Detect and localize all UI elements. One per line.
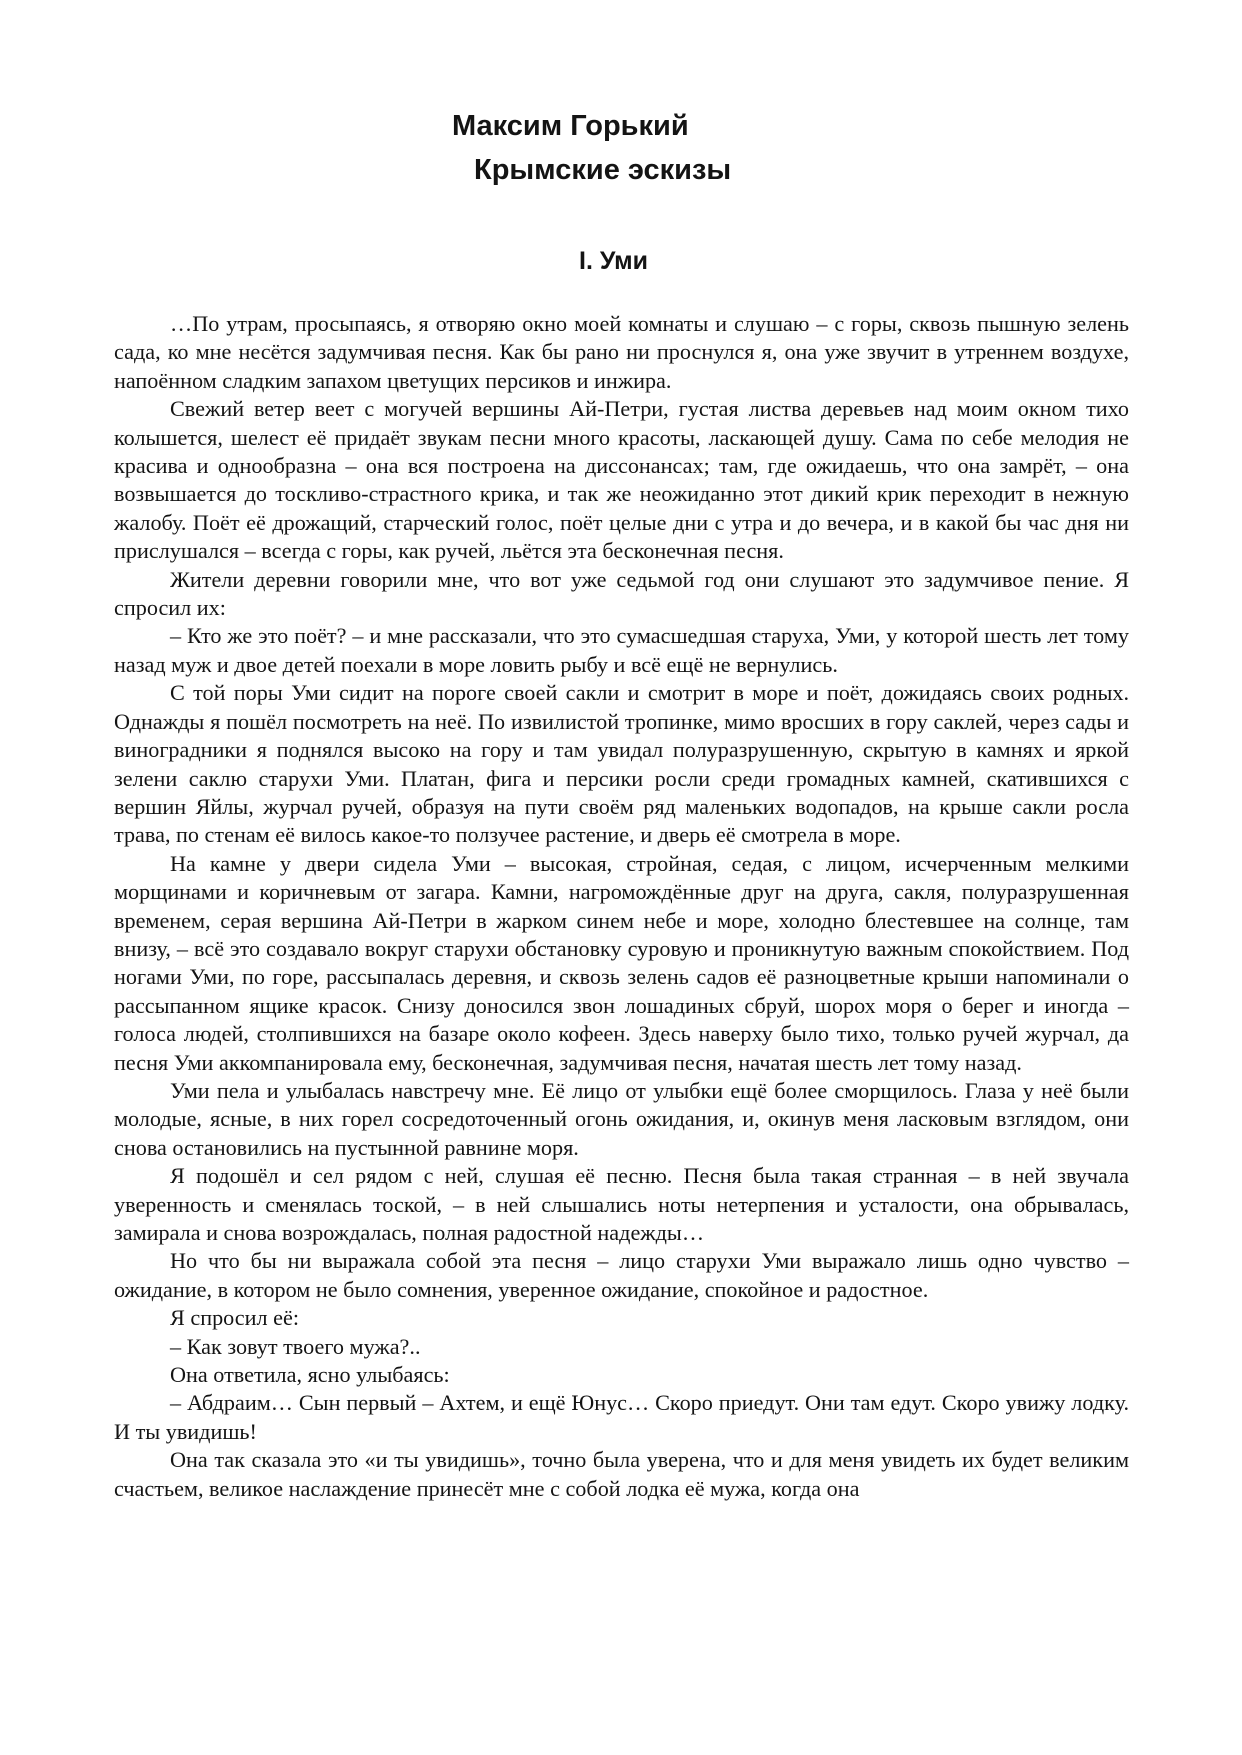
paragraph: С той поры Уми сидит на пороге своей сакли и смотрит в море и поёт, дожидаясь своих родных. Однажды я пошёл посмотреть на неё. По извилистой тропинке, мимо вросших в гору саклей, через сады и виноградники я поднялся высоко на гору и там увидал полуразрушенную, скрытую в камнях и яркой зелени саклю старухи Уми. Платан, фига и персики росли среди громадных камней, скатившихся с вершин Яйлы, журчал ручей, образуя на пути своём ряд маленьких водопадов, на крыше сакли росла трава, по стенам её вилось какое-то ползучее растение, и дверь её смотрела в море. — [114, 680, 1129, 848]
paragraph: – Как зовут твоего мужа?.. — [170, 1333, 421, 1359]
author-name: Максим Горький — [452, 110, 689, 142]
body-text — [114, 310, 1129, 1503]
paragraph: Она так сказала это «и ты увидишь», точно была уверена, что и для меня увидеть их будет великим счастьем, великое наслаждение принесёт мне с собой лодка её мужа, когда она — [114, 1447, 1129, 1501]
paragraph: Она ответила, ясно улыбаясь: — [170, 1362, 450, 1388]
paragraph: – Кто же это поёт? – и мне рассказали, что это сумасшедшая старуха, Уми, у которой шесть лет тому назад муж и двое детей поехали в море ловить рыбу и всё ещё не вернулись. — [114, 623, 1129, 677]
paragraph: На камне у двери сидела Уми – высокая, стройная, седая, с лицом, исчерченным мелкими морщинами и коричневым от загара. Камни, нагромождённые друг на друга, сакля, полуразрушенная временем, серая вершина Ай-Петри в жарком синем небе и море, холодно блестевшее на солнце, там внизу, – всё это создавало вокруг старухи обстановку суровую и проникнутую важным спокойствием. Под ногами Уми, по горе, рассыпалась деревня, и сквозь зелень садов её разноцветные крыши напоминали о рассыпанном ящике красок. Снизу доносился звон лошадиных сбруй, шорох моря о берег и иногда – голоса людей, столпившихся на базаре около кофеен. Здесь наверху было тихо, только ручей журчал, да песня Уми аккомпанировала ему, бесконечная, задумчивая песня, начатая шесть лет тому назад. — [114, 850, 1129, 1075]
paragraph: Свежий ветер веет с могучей вершины Ай-Петри, густая листва деревьев над моим окном тихо колышется, шелест её придаёт звукам песни много красоты, ласкающей душу. Сама по себе мелодия не красива и однообразна – она вся построена на диссонансах; там, где ожидаешь, что она замрёт, – она возвышается до тоскливо-страстного крика, и так же неожиданно этот дикий крик переходит в нежную жалобу. Поёт её дрожащий, старческий голос, поёт целые дни с утра и до вечера, и в какой бы час дня ни прислушался – всегда с горы, как ручей, льётся эта бесконечная песня. — [114, 396, 1129, 564]
paragraph: Но что бы ни выражала собой эта песня – лицо старухи Уми выражало лишь одно чувство – ожидание, в котором не было сомнения, уверенное ожидание, спокойное и радостное. — [114, 1248, 1129, 1302]
paragraph: …По утрам, просыпаясь, я отворяю окно моей комнаты и слушаю – с горы, сквозь пышную зелень сада, ко мне несётся задумчивая песня. Как бы рано ни проснулся я, она уже звучит в утреннем воздухе, напоённом сладким запахом цветущих персиков и инжира. — [114, 311, 1129, 393]
paragraph: Я спросил её: — [170, 1305, 300, 1331]
paragraph: Жители деревни говорили мне, что вот уже седьмой год они слушают это задумчивое пение. Я спросил их: — [114, 566, 1129, 621]
book-title: Крымские эскизы — [474, 154, 732, 186]
paragraph: Уми пела и улыбалась навстречу мне. Её лицо от улыбки ещё более сморщилось. Глаза у неё были молодые, ясные, в них горел сосредоточенный огонь ожидания, и, окинув меня ласковым взглядом, они снова остановились на пустынной равнине моря. — [114, 1077, 1129, 1160]
chapter-title: I. Уми — [579, 247, 649, 275]
paragraph: – Абдраим… Сын первый – Ахтем, и ещё Юнус… Скоро приедут. Они там едут. Скоро увижу лодку. И ты увидишь! — [114, 1390, 1129, 1444]
paragraph: Я подошёл и сел рядом с ней, слушая её песню. Песня была такая странная – в ней звучала уверенность и сменялась тоской, – в ней слышались ноты нетерпения и усталости, она обрывалась, замирала и снова возрождалась, полная радостной надежды… — [114, 1163, 1129, 1245]
